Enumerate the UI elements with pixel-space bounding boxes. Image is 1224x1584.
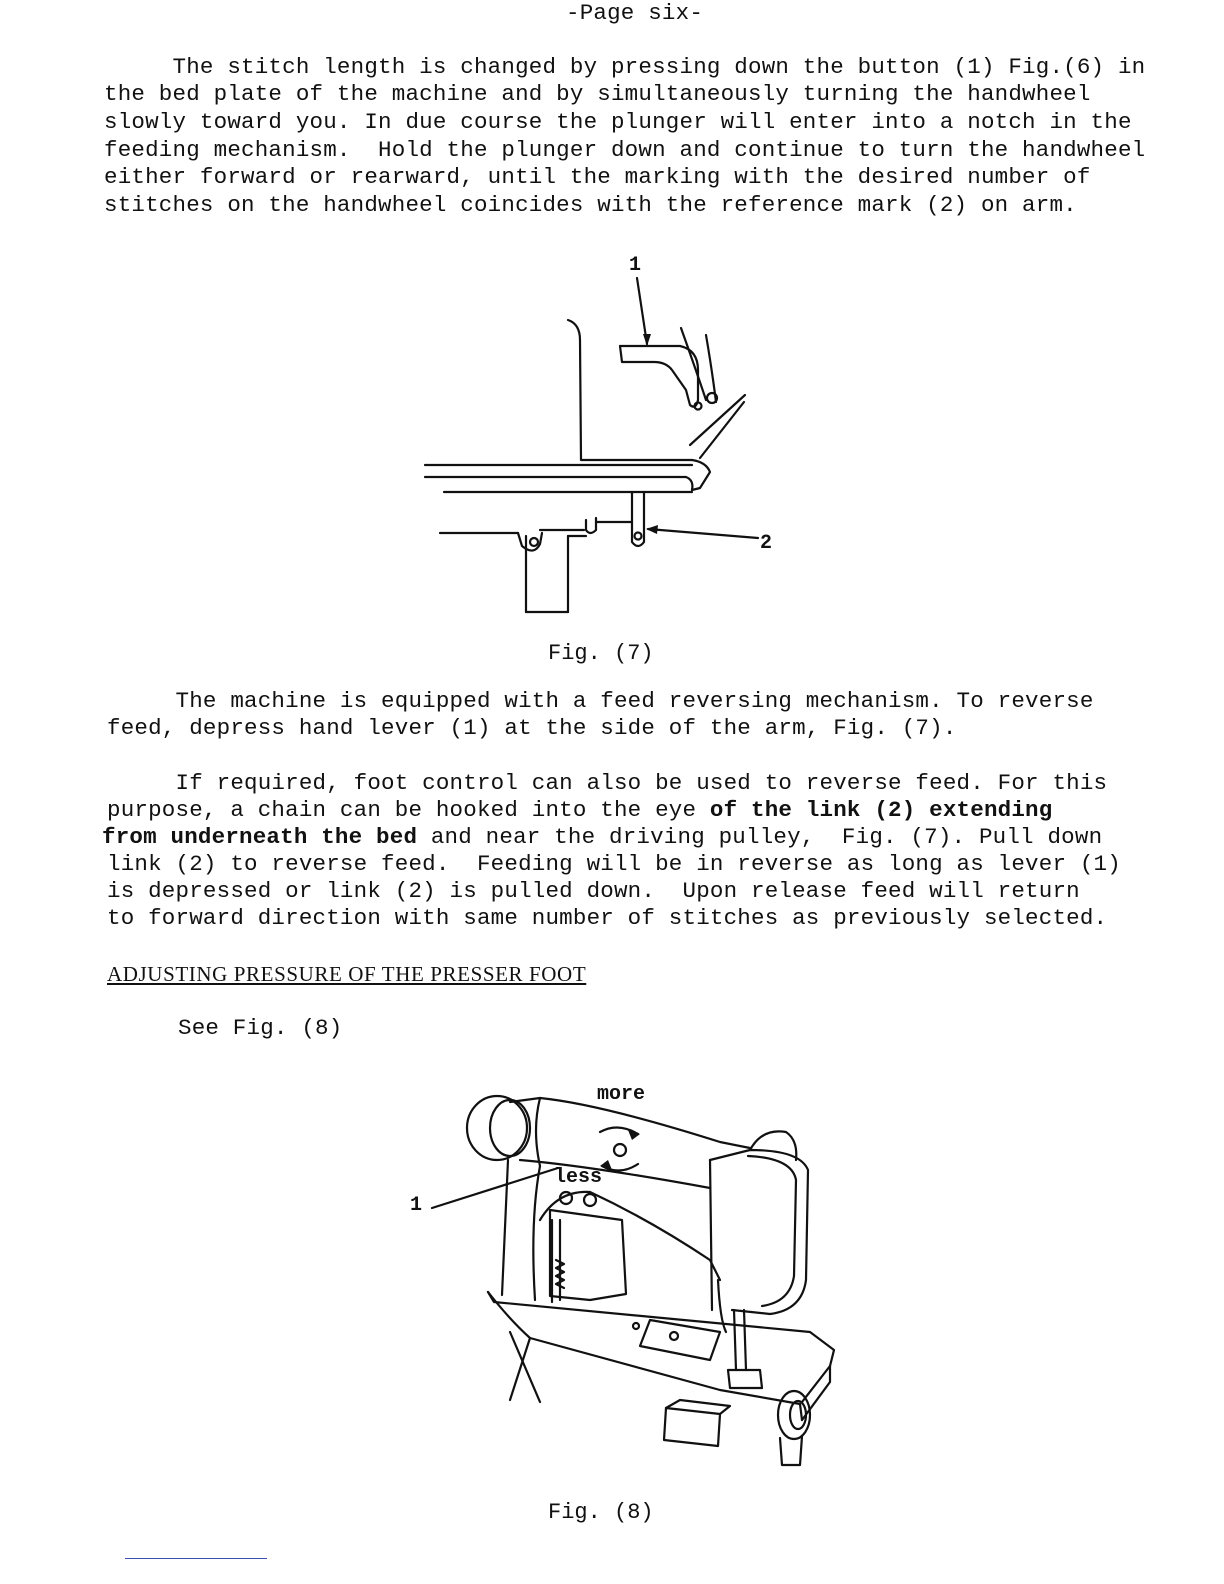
paragraph-line: either forward or rearward, until the marking with the desired number of [104, 164, 1091, 190]
figure-8-drawing [390, 1070, 860, 1480]
paragraph-line: feed, depress hand lever (1) at the side of the arm, Fig. (7). [107, 715, 957, 741]
figure-8-label-more: more [597, 1083, 646, 1106]
arrowhead [643, 334, 651, 346]
paragraph-line: slowly toward you. In due course the plunger will enter into a notch in the [104, 109, 1132, 135]
paragraph-line: The stitch length is changed by pressing down the button (1) Fig.(6) in [104, 54, 1146, 80]
see-figure-reference: See Fig. (8) [178, 1015, 343, 1041]
paragraph-line: stitches on the handwheel coincides with the reference mark (2) on arm. [104, 192, 1077, 218]
footer-rule [125, 1558, 267, 1559]
paragraph-line [107, 797, 1052, 824]
text-run: purpose, a chain can be hooked into the eye [107, 797, 710, 823]
paragraph-line: is depressed or link (2) is pulled down. Upon release feed will return [107, 878, 1080, 904]
bold-text-run: of the link (2) extending [709, 797, 1053, 823]
figure-8-caption: Fig. (8) [548, 1500, 654, 1525]
figure-8-label-1: 1 [410, 1194, 423, 1217]
page-header: -Page six- [566, 0, 704, 26]
bold-text-run: from underneath the bed [102, 824, 418, 850]
paragraph-line [102, 824, 1102, 851]
paragraph-line: feeding mechanism. Hold the plunger down and continue to turn the handwheel [104, 137, 1146, 163]
paragraph-line: The machine is equipped with a feed reversing mechanism. To reverse [107, 688, 1094, 714]
figure-8-label-less: less [554, 1166, 603, 1189]
arrowhead [646, 525, 658, 534]
section-heading: ADJUSTING PRESSURE OF THE PRESSER FOOT [107, 962, 587, 986]
figure-7-drawing [400, 240, 800, 630]
text-run: and near the driving pulley, Fig. (7). Pull down [417, 824, 1103, 850]
paragraph-line: If required, foot control can also be used to reverse feed. For this [107, 770, 1108, 796]
figure-7-caption: Fig. (7) [548, 641, 654, 666]
paragraph-line: to forward direction with same number of stitches as previously selected. [107, 905, 1108, 931]
figure-7-label-2: 2 [760, 532, 773, 555]
figure-7-label-1: 1 [629, 254, 642, 277]
paragraph-line: link (2) to reverse feed. Feeding will be in reverse as long as lever (1) [107, 851, 1121, 877]
paragraph-line: the bed plate of the machine and by simultaneously turning the handwheel [104, 81, 1091, 107]
